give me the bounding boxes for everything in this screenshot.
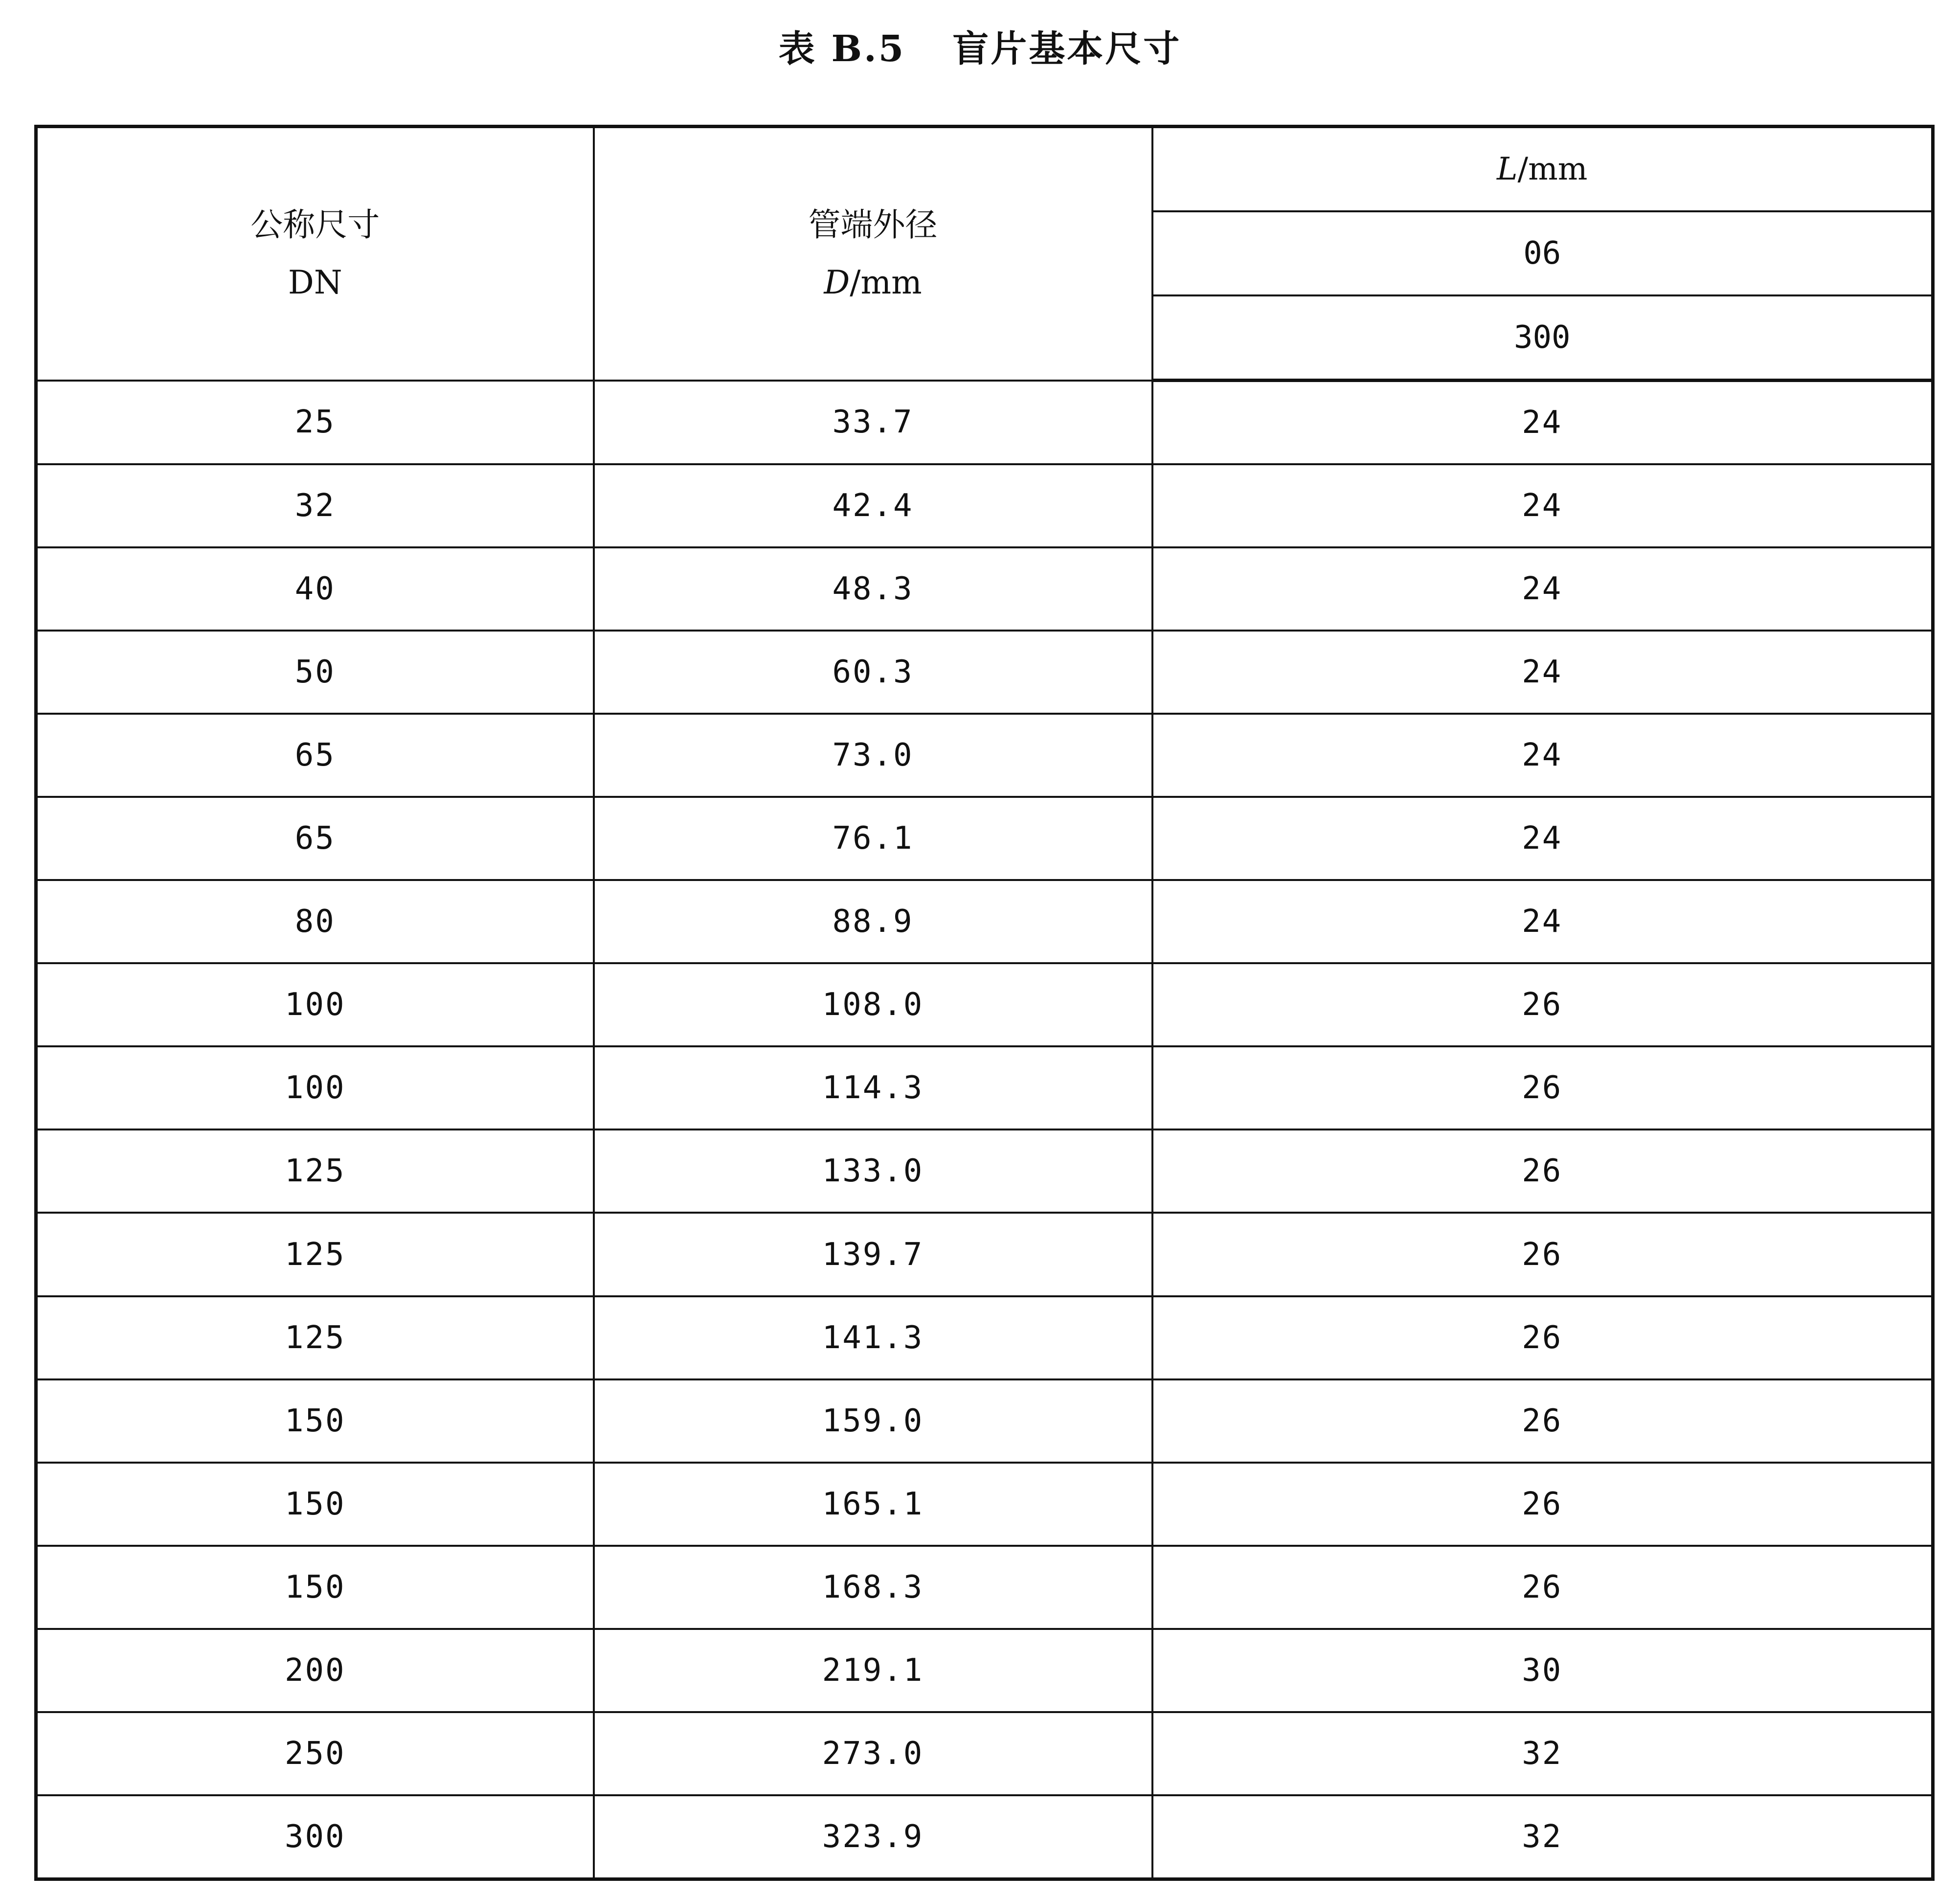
cell-dn: 80 (36, 880, 594, 963)
header-l-symbol: L (1497, 151, 1518, 187)
cell-l: 26 (1152, 1213, 1933, 1296)
cell-d: 165.1 (594, 1463, 1152, 1546)
cell-d: 273.0 (594, 1712, 1152, 1795)
header-length-sub-2: 300 (1152, 295, 1933, 381)
cell-d: 159.0 (594, 1379, 1152, 1463)
cell-d: 114.3 (594, 1046, 1152, 1129)
table-row (36, 1296, 1933, 1379)
table-row (36, 1213, 1933, 1296)
cell-d: 60.3 (594, 631, 1152, 714)
header-pipe-outer-diameter-unit-line (595, 254, 1151, 312)
cell-dn: 200 (36, 1629, 594, 1712)
cell-l: 24 (1152, 797, 1933, 880)
cell-l: 26 (1152, 1546, 1933, 1629)
cell-d: 323.9 (594, 1795, 1152, 1879)
table-row (36, 880, 1933, 963)
table-row (36, 1629, 1933, 1712)
cell-l: 32 (1152, 1795, 1933, 1879)
cell-dn: 150 (36, 1546, 594, 1629)
table-title (0, 20, 1960, 78)
cell-l: 26 (1152, 1046, 1933, 1129)
table-row (36, 963, 1933, 1046)
cell-d: 168.3 (594, 1546, 1152, 1629)
blind-plate-dimension-table (34, 125, 1935, 1881)
cell-l: 26 (1152, 1296, 1933, 1379)
header-d-unit: /mm (850, 263, 922, 301)
cell-dn: 125 (36, 1213, 594, 1296)
header-nominal-size-label: 公称尺寸 (250, 205, 380, 244)
table-row (36, 1046, 1933, 1129)
cell-dn: 40 (36, 547, 594, 631)
header-nominal-size-symbol: DN (288, 263, 342, 301)
table-body (36, 381, 1933, 1879)
cell-d: 141.3 (594, 1296, 1152, 1379)
cell-d: 108.0 (594, 963, 1152, 1046)
header-nominal-size (36, 127, 594, 381)
cell-dn: 25 (36, 381, 594, 465)
cell-l: 24 (1152, 381, 1933, 465)
cell-l: 24 (1152, 631, 1933, 714)
table-row (36, 797, 1933, 880)
cell-dn: 150 (36, 1379, 594, 1463)
header-pipe-outer-diameter (594, 127, 1152, 381)
cell-l: 26 (1152, 1379, 1933, 1463)
cell-dn: 125 (36, 1129, 594, 1213)
cell-d: 88.9 (594, 880, 1152, 963)
cell-l: 32 (1152, 1712, 1933, 1795)
header-length-sub-1: 06 (1152, 211, 1933, 295)
cell-dn: 100 (36, 963, 594, 1046)
header-length (1152, 127, 1933, 212)
table-row (36, 1129, 1933, 1213)
cell-d: 33.7 (594, 381, 1152, 465)
cell-d: 76.1 (594, 797, 1152, 880)
cell-l: 24 (1152, 464, 1933, 547)
table-row (36, 1463, 1933, 1546)
table-row (36, 1712, 1933, 1795)
table-row (36, 381, 1933, 465)
table-row (36, 1546, 1933, 1629)
cell-d: 42.4 (594, 464, 1152, 547)
table-header (36, 127, 1933, 381)
cell-l: 26 (1152, 1463, 1933, 1546)
table-row (36, 1379, 1933, 1463)
header-d-symbol: D (824, 263, 850, 301)
table-row (36, 547, 1933, 631)
cell-l: 26 (1152, 1129, 1933, 1213)
cell-d: 139.7 (594, 1213, 1152, 1296)
header-pipe-outer-diameter-label: 管端外径 (808, 205, 938, 244)
table-row (36, 714, 1933, 797)
table-number: 表 B.5 (778, 28, 906, 70)
cell-d: 48.3 (594, 547, 1152, 631)
cell-dn: 125 (36, 1296, 594, 1379)
table-row (36, 1795, 1933, 1879)
cell-dn: 300 (36, 1795, 594, 1879)
cell-l: 30 (1152, 1629, 1933, 1712)
cell-l: 26 (1152, 963, 1933, 1046)
cell-dn: 150 (36, 1463, 594, 1546)
cell-l: 24 (1152, 547, 1933, 631)
cell-dn: 100 (36, 1046, 594, 1129)
table-row (36, 631, 1933, 714)
cell-d: 73.0 (594, 714, 1152, 797)
table-caption: 盲片基本尺寸 (952, 28, 1182, 70)
table-row (36, 464, 1933, 547)
cell-d: 133.0 (594, 1129, 1152, 1213)
cell-dn: 32 (36, 464, 594, 547)
cell-l: 24 (1152, 714, 1933, 797)
cell-d: 219.1 (594, 1629, 1152, 1712)
cell-dn: 250 (36, 1712, 594, 1795)
cell-dn: 65 (36, 797, 594, 880)
header-l-unit: /mm (1517, 151, 1588, 187)
cell-dn: 65 (36, 714, 594, 797)
cell-l: 24 (1152, 880, 1933, 963)
cell-dn: 50 (36, 631, 594, 714)
